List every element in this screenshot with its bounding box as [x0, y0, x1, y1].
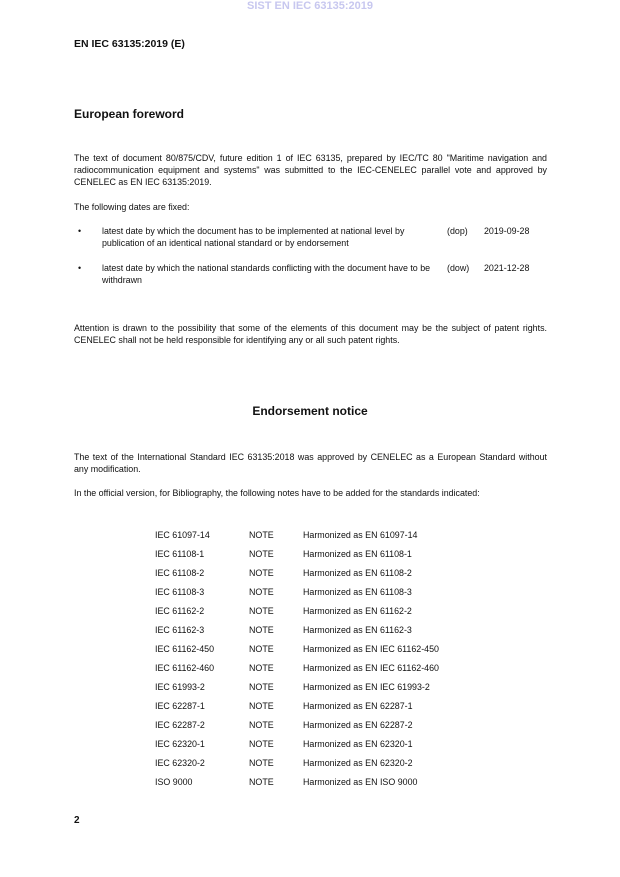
note-label: NOTE [249, 739, 274, 749]
standard: IEC 62320-1 [155, 739, 205, 749]
foreword-paragraph-1: The text of document 80/875/CDV, future edition 1 of IEC 63135, prepared by IEC/TC 80 "Maritime navigation and radiocommunication equipment and systems" was submitted to the IEC-CENELEC parallel vote and approved by CENELEC as EN IEC 63135:2019. [74, 153, 547, 187]
note-label: NOTE [249, 644, 274, 654]
note-label: NOTE [249, 777, 274, 787]
foreword-paragraph-2: The following dates are fixed: [74, 202, 190, 212]
note-label: NOTE [249, 549, 274, 559]
note-label: NOTE [249, 606, 274, 616]
standard: IEC 61162-2 [155, 606, 205, 616]
standard: ISO 9000 [155, 777, 193, 787]
standard: IEC 61108-2 [155, 568, 205, 578]
note-label: NOTE [249, 587, 274, 597]
harmonized-as: Harmonized as EN 61108-2 [303, 568, 412, 578]
date-value: 2021-12-28 [484, 263, 530, 273]
harmonized-as: Harmonized as EN ISO 9000 [303, 777, 418, 787]
harmonized-as: Harmonized as EN 62287-2 [303, 720, 413, 730]
harmonized-as: Harmonized as EN 61108-3 [303, 587, 412, 597]
harmonized-as: Harmonized as EN 62287-1 [303, 701, 413, 711]
standard: IEC 61993-2 [155, 682, 205, 692]
harmonized-as: Harmonized as EN 62320-2 [303, 758, 413, 768]
standard: IEC 62320-2 [155, 758, 205, 768]
harmonized-as: Harmonized as EN 62320-1 [303, 739, 413, 749]
note-label: NOTE [249, 758, 274, 768]
note-label: NOTE [249, 682, 274, 692]
bullet: • [78, 226, 82, 236]
foreword-title: European foreword [74, 107, 185, 121]
note-label: NOTE [249, 701, 274, 711]
standard: IEC 61162-3 [155, 625, 205, 635]
harmonized-as: Harmonized as EN 61097-14 [303, 530, 418, 540]
harmonized-as: Harmonized as EN 61108-1 [303, 549, 412, 559]
standard: IEC 61108-3 [155, 587, 205, 597]
harmonized-as: Harmonized as EN 61162-3 [303, 625, 412, 635]
document-header: EN IEC 63135:2019 (E) [74, 38, 185, 50]
endorsement-title: Endorsement notice [252, 404, 368, 418]
foreword-paragraph-3: Attention is drawn to the possibility that some of the elements of this document may be the subject of patent rights. CENELEC shall not be held responsible for identifying any or all such patent rights. [74, 323, 547, 345]
page-number: 2 [74, 815, 80, 826]
standard: IEC 61162-460 [155, 663, 215, 673]
date-code: (dow) [447, 263, 470, 273]
harmonized-as: Harmonized as EN 61162-2 [303, 606, 412, 616]
watermark: SIST EN IEC 63135:2019 [247, 0, 373, 12]
note-label: NOTE [249, 720, 274, 730]
note-label: NOTE [249, 663, 274, 673]
standard: IEC 61108-1 [155, 549, 205, 559]
standard: IEC 61162-450 [155, 644, 215, 654]
date-description: latest date by which the document has to be implemented at national level by publication of an identical national standard or by endorsement [102, 226, 405, 248]
date-value: 2019-09-28 [484, 226, 530, 236]
endorsement-paragraph-1: The text of the International Standard IEC 63135:2018 was approved by CENELEC as a European Standard without any modification. [74, 452, 547, 474]
harmonized-as: Harmonized as EN IEC 61993-2 [303, 682, 430, 692]
date-code: (dop) [447, 226, 468, 236]
note-label: NOTE [249, 625, 274, 635]
date-description: latest date by which the national standards conflicting with the document have to be withdrawn [102, 263, 431, 285]
endorsement-paragraph-2: In the official version, for Bibliography, the following notes have to be added for the standards indicated: [74, 488, 480, 498]
bullet: • [78, 263, 82, 273]
harmonized-as: Harmonized as EN IEC 61162-450 [303, 644, 439, 654]
standard: IEC 62287-2 [155, 720, 205, 730]
standard: IEC 61097-14 [155, 530, 210, 540]
standard: IEC 62287-1 [155, 701, 205, 711]
note-label: NOTE [249, 530, 274, 540]
note-label: NOTE [249, 568, 274, 578]
harmonized-as: Harmonized as EN IEC 61162-460 [303, 663, 439, 673]
